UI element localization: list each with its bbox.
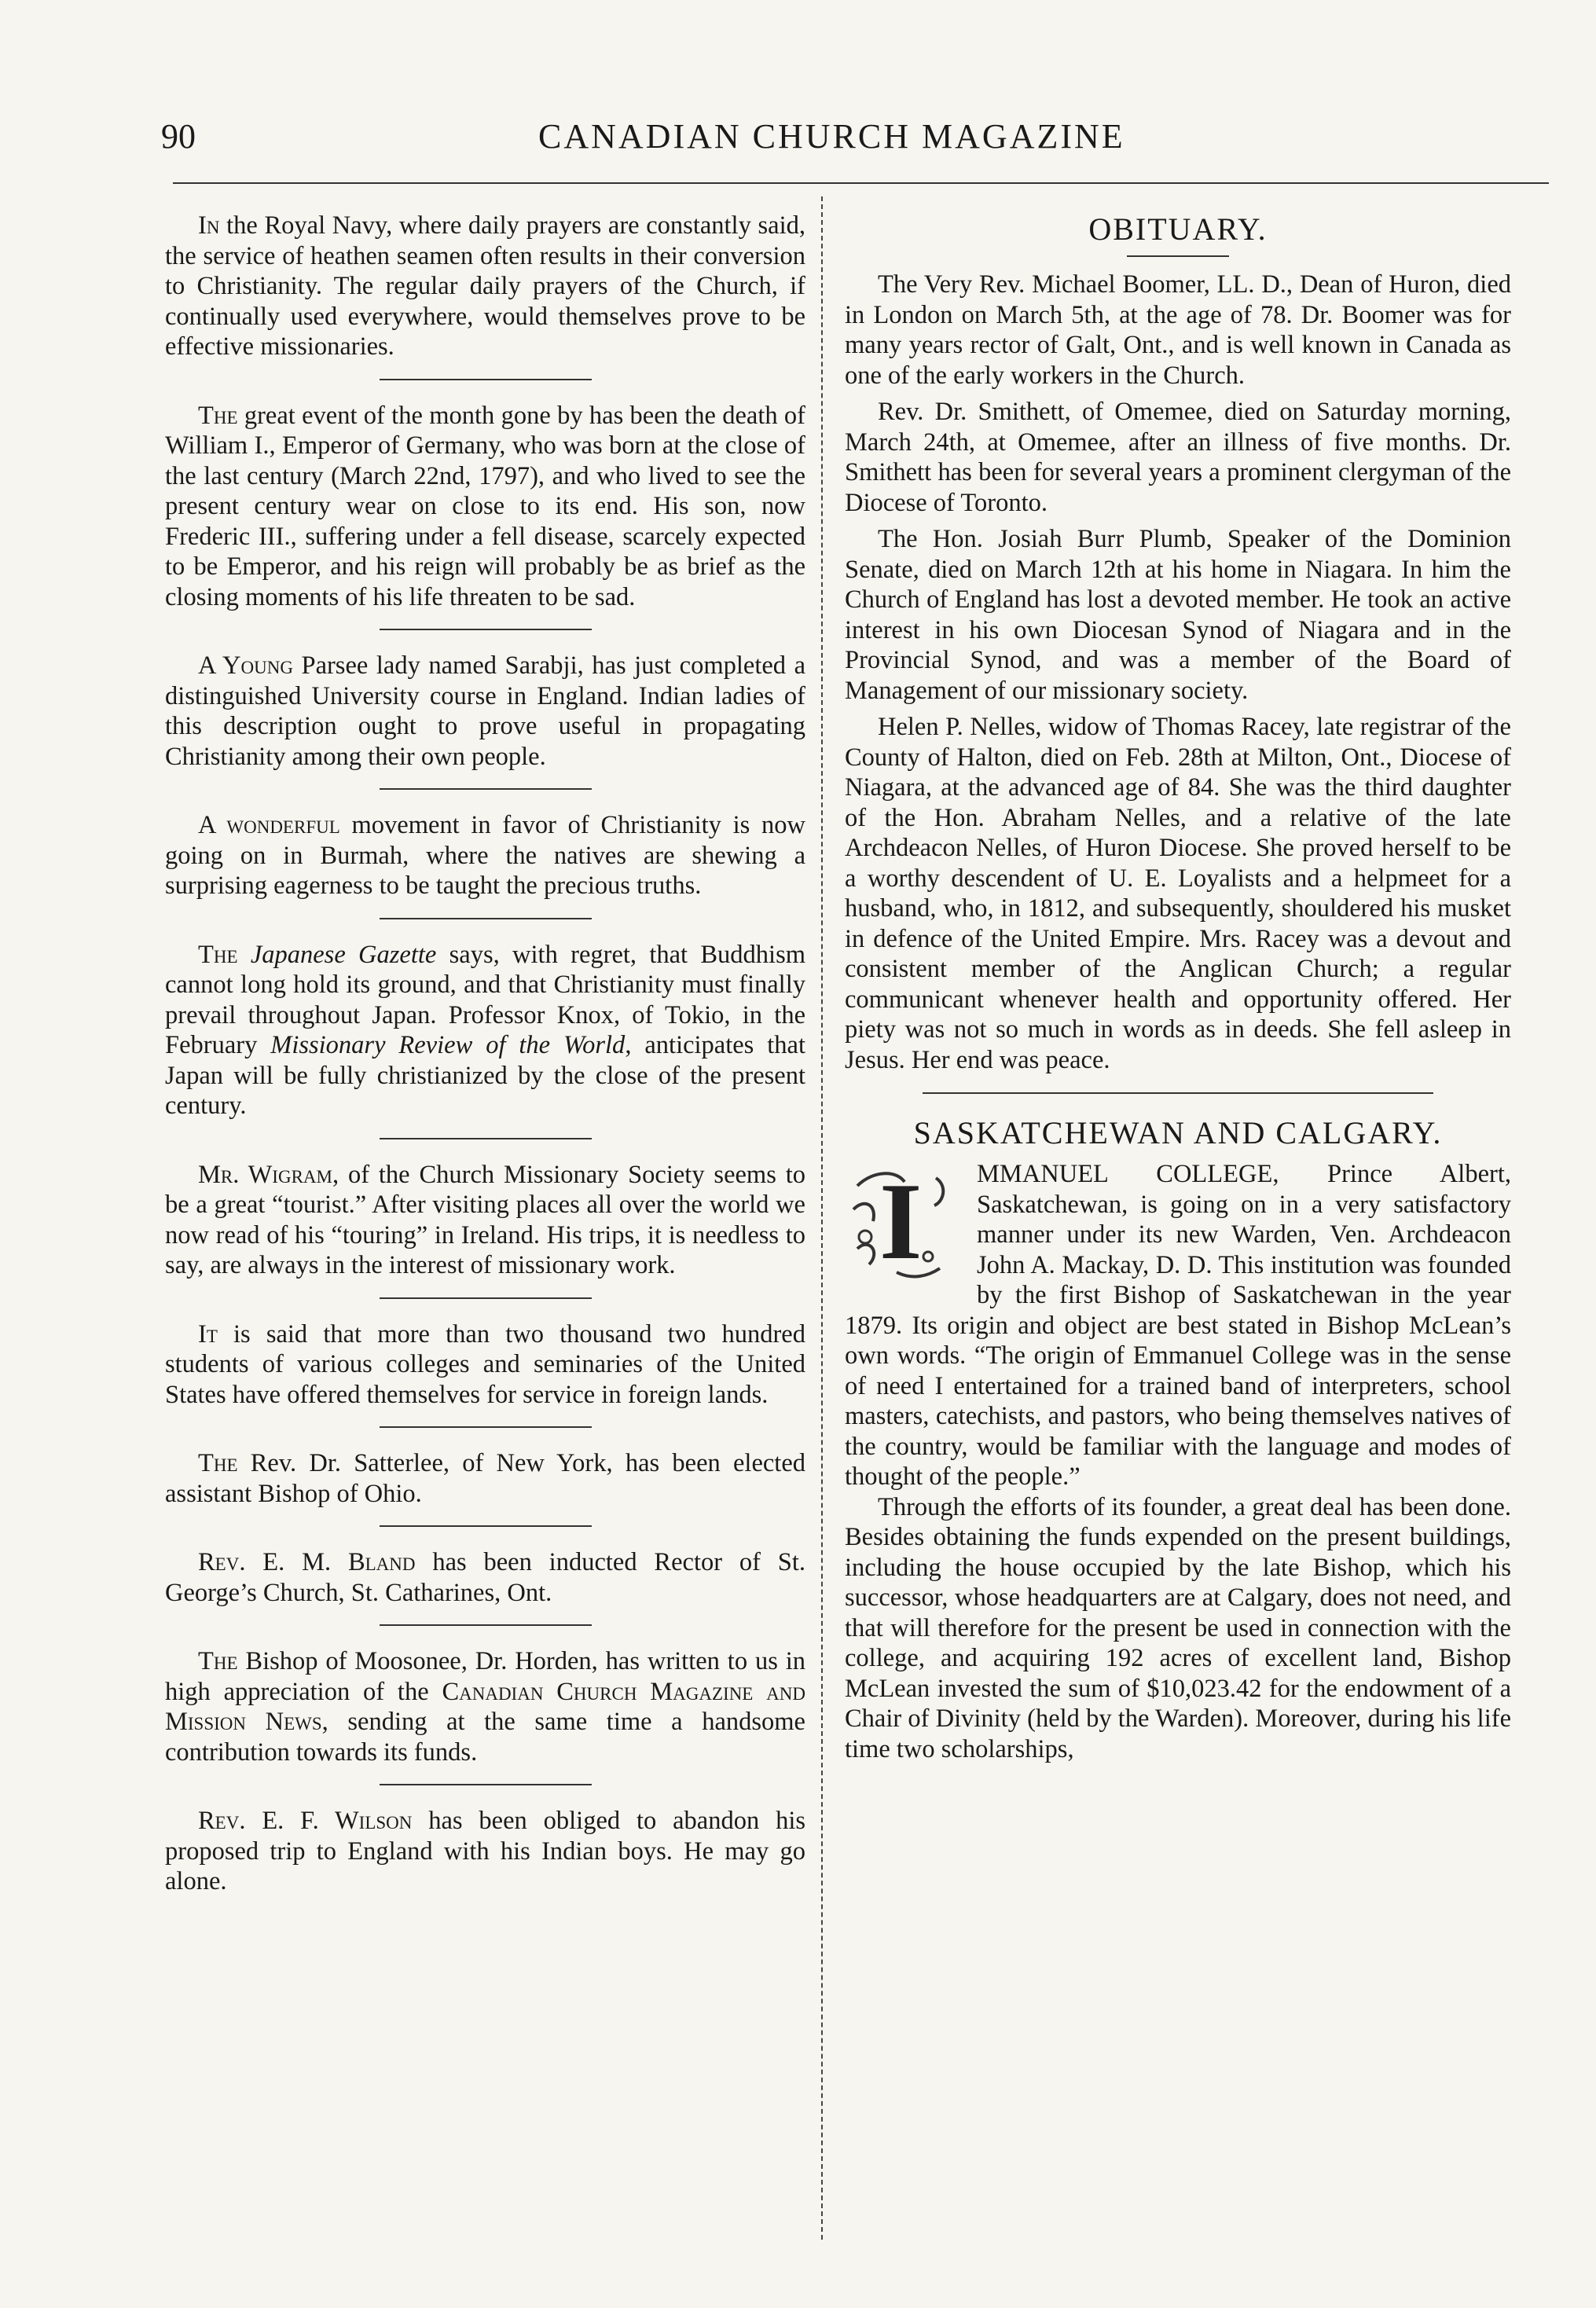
divider [380,918,592,919]
saskatchewan-title: SASKATCHEWAN AND CALGARY. [913,1115,1443,1150]
obituary-boomer: The Very Rev. Michael Boomer, LL. D., Dean of Huron, died in London on March 5th, at the age of 78. Dr. Boomer was for many years rector of Galt, Ont., and is well known in Canada as one of the early workers in the Church. [845,270,1511,390]
note-burmah: A wonderful movement in favor of Christianity is now going on in Burmah, where the natives are shewing a surprising eagerness to be taught the precious truths. [165,811,806,900]
divider [380,1624,592,1626]
divider [380,629,592,630]
obituary-section [845,211,1511,1075]
obituary-plumb: The Hon. Josiah Burr Plumb, Speaker of the Dominion Senate, died on March 12th at his home in Niagara. In him the Church of England has lost a devoted member. He took an active interest in his own Diocesan Synod of Niagara and in the Provincial Synod, and was a member of the Board of Management of our missionary society. [845,525,1511,705]
divider [380,1138,592,1139]
header-rule [173,182,1549,184]
page-header [161,116,1517,171]
divider [380,1784,592,1785]
note-satterlee: The Rev. Dr. Satterlee, of New York, has been elected assistant Bishop of Ohio. [165,1449,805,1508]
note-wilson: Rev. E. F. Wilson has been obliged to abandon his proposed trip to England with his Indian boys. He may go alone. [165,1807,805,1895]
divider [380,788,592,790]
saskatchewan-intro [845,1159,1511,1492]
note-bland: Rev. E. M. Bland has been inducted Rector of St. George’s Church, St. Catharines, Ont. [165,1548,805,1607]
divider [380,1525,592,1527]
obituary-nelles: Helen P. Nelles, widow of Thomas Racey, late registrar of the County of Halton, died on Feb. 28th at Milton, Ont., Diocese of Niagara, at the advanced age of 84. She was the third daughter of the Hon. Abraham Nelles, and a relative of the late Archdeacon Nelles, of Huron Diocese. She proved herself to be a worthy descendent of U. E. Loyalists and a helpmeet for a husband, who, in 1812, and subsequently, shouldered his musket in defence of the United Empire. Mrs. Racey was a devout and consistent member of the Anglican Church; a regular communicant whenever health and opportunity offered. Her piety was not so much in words as in deeds. She fell asleep in Jesus. Her end was peace. [845,713,1511,1074]
saskatchewan-p1: MMANUEL COLLEGE, Prince Albert, Saskatchewan, is going on in a very satisfactory manner under its new Warden, Ven. Archdeacon John A. Mackay, D. D. This institution was founded by the first Bishop of Saskatchewan in the year 1879. Its origin and object are best stated in Bishop McLean’s own words. “The origin of Emmanuel College was in the sense of need I entertained for a trained band of interpreters, school masters, catechists, and pastors, who being themselves natives of the country, would be familiar with the language and modes of thought of the people.” [845,1160,1511,1491]
note-wigram: Mr. Wigram, of the Church Missionary Society seems to be a great “tourist.” After visiting places all over the world we now read of his “touring” in Ireland. His trips, it is needless to say, are always in the interest of missionary work. [165,1160,805,1279]
right-column [845,211,1511,1764]
left-column [165,211,805,1897]
note-horden: The Bishop of Moosonee, Dr. Horden, has written to us in high appreciation of the Canadian Church Magazine and Mission News, sending at the same time a handsome contribution towards its funds. [165,1647,805,1767]
note-students: It is said that more than two thousand two hundred students of various colleges and seminaries of the United States have offered themselves for service in foreign lands. [165,1319,805,1409]
page-number: 90 [161,117,196,156]
section-divider [923,1092,1433,1094]
divider [380,1426,592,1428]
title-rule [1127,255,1229,257]
dropcap-letter: I [879,1161,923,1282]
note-royal-navy: In the Royal Navy, where daily prayers are constantly said, the service of heathen seamen often results in their conversion to Christianity. The regular daily prayers of the Church, if continually used everywhere, would themselves prove to be effective missionaries. [165,211,805,361]
note-japan: The Japanese Gazette says, with regret, that Buddhism cannot long hold its ground, and that Christianity must finally prevail throughout Japan. Professor Knox, of Tokio, in the February Missionary Review of the World, anticipates that Japan will be fully christianized by the close of the present century. [165,940,806,1120]
divider [380,1297,592,1299]
divider [380,379,592,380]
ornamental-initial [842,1162,967,1288]
column-divider [821,196,823,2240]
running-title: CANADIAN CHURCH MAGAZINE [538,117,1125,156]
note-sarabji: A Young Parsee lady named Sarabji, has just completed a distinguished University course in England. Indian ladies of this description ought to prove useful in propagating Christianity among their own people. [165,651,805,771]
obituary-smithett: Rev. Dr. Smithett, of Omemee, died on Saturday morning, March 24th, at Omemee, after an illness of five months. Dr. Smithett has been for several years a prominent clergyman of the Diocese of Toronto. [845,398,1511,517]
obituary-title: OBITUARY. [1088,211,1268,247]
saskatchewan-p2: Through the efforts of its founder, a great deal has been done. Besides obtaining the funds expended on the present buildings, including the house occupied by the late Bishop, which his successor, whose headquarters are at Calgary, does not need, and that will therefore for the present be used in connection with the college, and acquiring 192 acres of excellent land, Bishop McLean invested the sum of $10,023.42 for the endowment of a Chair of Divinity (held by the Warden). Moreover, during his life time two scholarships, [845,1492,1511,1763]
note-william-i: The great event of the month gone by has been the death of William I., Emperor of Germany, who was born at the close of the last century (March 22nd, 1797), and who lived to see the present century wear on close to its end. His son, now Frederic III., suffering under a fell disease, scarcely expected to be Emperor, and his reign will probably be as brief as the closing moments of his life threaten to be sad. [165,401,805,611]
saskatchewan-section [845,1114,1511,1764]
